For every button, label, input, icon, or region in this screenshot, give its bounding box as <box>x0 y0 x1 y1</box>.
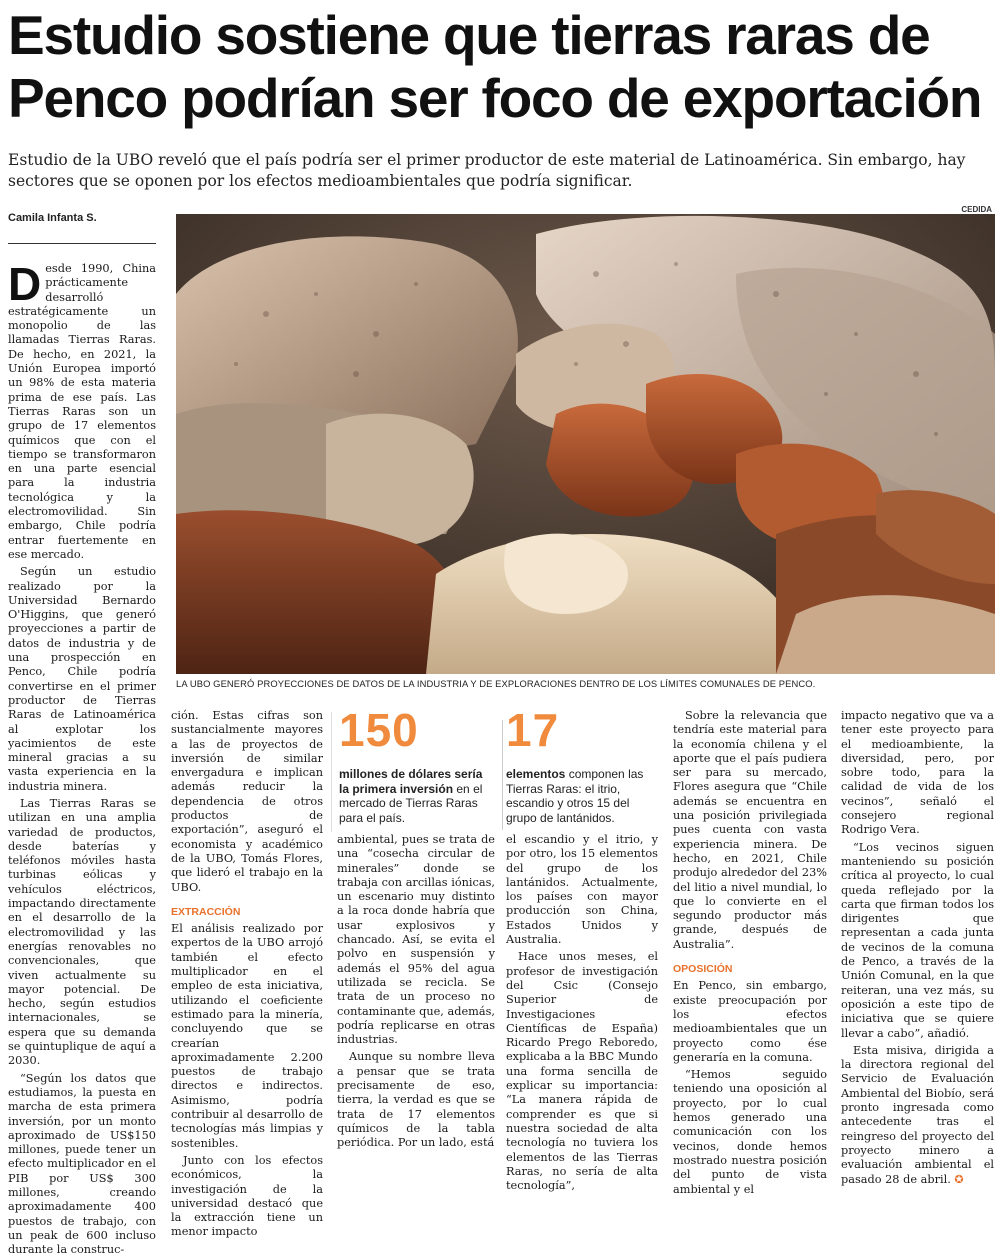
paragraph-text: Esta misiva, dirigida a la directora regional del Servicio de Evaluación Ambiental del Biobío, será pronto ingresada como antecedente tras el reingreso del proyecto del proyecto minero a evaluación ambiental el pasado 28 de abril. <box>841 1043 994 1186</box>
paragraph: Hace unos meses, el profesor de investigación del Csic (Consejo Superior de Investigaciones Científicas de España) Ricardo Prego Reboredo, explicaba a la BBC Mundo una forma sencilla de explicar su importancia: “La manera rápida de comprender es que si nuestra sociedad de alta tecnología no tuviera los elementos de las Tierras Raras, no sería de alta tecnología”, <box>506 950 658 1193</box>
deck: Estudio de la UBO reveló que el país podría ser el primer productor de este material de Latinoamérica. Sin embargo, hay sectores que se oponen por los efectos medioambientales que podría significar. <box>8 151 966 190</box>
stat-description <box>339 767 495 825</box>
paragraph: Aunque su nombre lleva a pensar que se trata precisamente de eso, tierra, la verdad es que se trata de 17 elementos químicos de la tabla periódica. Por un lado, está <box>337 1050 495 1150</box>
column-6 <box>841 709 994 1190</box>
column-3 <box>337 833 495 1154</box>
stat-investment <box>339 705 495 825</box>
stat-bold: millones de dólares sería la primera inversión <box>339 767 483 796</box>
paragraph: En Penco, sin embargo, existe preocupación por los efectos medioambientales que un proyecto como ése generaría en la comuna. <box>673 979 827 1064</box>
end-mark-icon: ✪ <box>954 1172 964 1186</box>
stat-rest: componen las Tierras Raras: el itrio, escandio y otros 15 del grupo de lantánidos. <box>506 767 644 825</box>
column-5 <box>673 709 827 1200</box>
column-4 <box>506 833 658 1196</box>
subhead-oposicion: OPOSICIÓN <box>673 963 733 976</box>
paragraph <box>841 1044 994 1187</box>
paragraph: “Según los datos que estudiamos, la puesta en marcha de esta primera inversión, por un monto aproximado de US$150 millones, puede tener un efecto multiplicador en el PIB por US$ 300 millones, creando aproximadamente 400 puestos de trabajo, con un peak de 600 incluso durante la construc- <box>8 1071 156 1257</box>
paragraph: ción. Estas cifras son sustancialmente mayores a las de proyectos de inversión de similar envergadura e implican además reducir la dependencia de otros productos de exportación”, aseguró el economista y académico de la UBO, Tomás Flores, que lideró el trabajo en la UBO. <box>171 709 323 894</box>
stat-number: 17 <box>506 704 560 756</box>
photo-caption: LA UBO GENERÓ PROYECCIONES DE DATOS DE LA INDUSTRIA Y DE EXPLORACIONES DENTRO DE LOS LÍMITES COMUNALES DE PENCO. <box>176 678 816 689</box>
stat-description <box>506 767 658 825</box>
headline: Estudio sostiene que tierras raras de Penco podrían ser foco de exportación <box>8 4 982 129</box>
column-divider <box>331 712 332 832</box>
paragraph: Según un estudio realizado por la Universidad Bernardo O'Higgins, que generó proyecciones a partir de datos de industria y de una prospección en Penco, Chile podría convertirse en el primer productor de Tierras Raras de Latinoamérica al explotar los yacimientos de este mineral gracias a su vasta experiencia en la industria minera. <box>8 565 156 793</box>
paragraph: El análisis realizado por expertos de la UBO arrojó también el efecto multiplicador en el empleo de esta iniciativa, utilizando el coeficiente estimado para la minería, concluyendo que se crearían aproximadamente 2.200 puestos de trabajo directos e indirectos. Asimismo, podría contribuir al desarrollo de tecnologías más limpias y sostenibles. <box>171 922 323 1150</box>
subhead-extraccion: EXTRACCIÓN <box>171 905 241 918</box>
column-1 <box>8 258 156 1260</box>
stat-bold: elementos <box>506 767 566 781</box>
paragraph: Junto con los efectos económicos, la investigación de la universidad destacó que la extracción tiene un menor impacto <box>171 1153 323 1239</box>
drop-cap: D <box>8 258 42 310</box>
paragraph: Sobre la relevancia que tendría este material para la economía chilena y el aporte que el país pudiera ser para su mercado, Flores asegura que “Chile además se encuentra en una posición privilegiada pues cuenta con vasta experiencia minera. De hecho, en 2021, Chile produjo alrededor del 23% del litio a nivel mundial, lo que lo convierte en el segundo productor más grande, después de Australia”. <box>673 709 827 951</box>
stat-rest: en el mercado de Tierras Raras para el país. <box>339 781 483 825</box>
paragraph: ambiental, pues se trata de una “cosecha circular de minerales” donde se trabaja con arcillas iónicas, un escenario muy distinto a la roca donde habría que usar explosivos y chancado. Así, se evita el polvo en suspensión y además el 95% del agua utilizada se recicla. Se trata de un proceso no contaminante que, además, podría replicarse en otras industrias. <box>337 833 495 1047</box>
paragraph: “Hemos seguido teniendo una oposición al proyecto, por lo cual hemos generado una comunicación con los vecinos, donde hemos mostrado nuestra posición del punto de vista ambiental y el <box>673 1068 827 1196</box>
column-2 <box>171 709 323 1243</box>
stat-elements <box>506 705 658 825</box>
byline: Camila Infanta S. <box>8 212 97 224</box>
paragraph: Las Tierras Raras se utilizan en una amplia variedad de productos, desde baterías y teléfonos móviles hasta turbinas eólicas y vehículos eléctricos, impactando directamente en el desarrollo de la electromovilidad y las energías renovables no convencionales, que viven actualmente su mayor potencial. De hecho, según estudios internacionales, se espera que su demanda se quintuplique de aquí a 2030. <box>8 796 156 1068</box>
stat-divider <box>502 720 503 830</box>
photo-credit: CEDIDA <box>961 205 992 214</box>
paragraph <box>8 258 156 562</box>
byline-rule <box>8 243 156 244</box>
paragraph: “Los vecinos siguen manteniendo su posición crítica al proyecto, lo cual queda reflejado por la carta que firman todos los dirigentes que representan a cada junta de vecinos de la comuna de Penco, a través de la Unión Comunal, en la que reiteran, una vez más, su oposición a este tipo de iniciativa que se quiere llevar a cabo”, añadió. <box>841 840 994 1040</box>
paragraph: impacto negativo que va a tener este proyecto para el medioambiente, la diversidad, pero, por sobre todo, para la calidad de vida de los vecinos”, señaló el consejero regional Rodrigo Vera. <box>841 709 994 837</box>
paragraph: el escandio y el itrio, y por otro, los 15 elementos del grupo de los lantánidos. Actualmente, los países con mayor producción son China, Estados Unidos y Australia. <box>506 833 658 947</box>
rare-earth-photo <box>176 214 995 674</box>
paragraph-text: esde 1990, China prácticamente desarrolló estratégicamente un monopolio de las llamadas Tierras Raras. De hecho, en 2021, la Unión Europea importó un 98% de esta materia prima de ese país. Las Tierras Raras son un grupo de 17 elementos químicos que con el tiempo se transformaron en una parte esencial para la industria tecnológica y la electromovilidad. Sin embargo, Chile podría entrar fuertemente en ese mercado. <box>8 262 156 561</box>
stat-number: 150 <box>339 704 419 756</box>
